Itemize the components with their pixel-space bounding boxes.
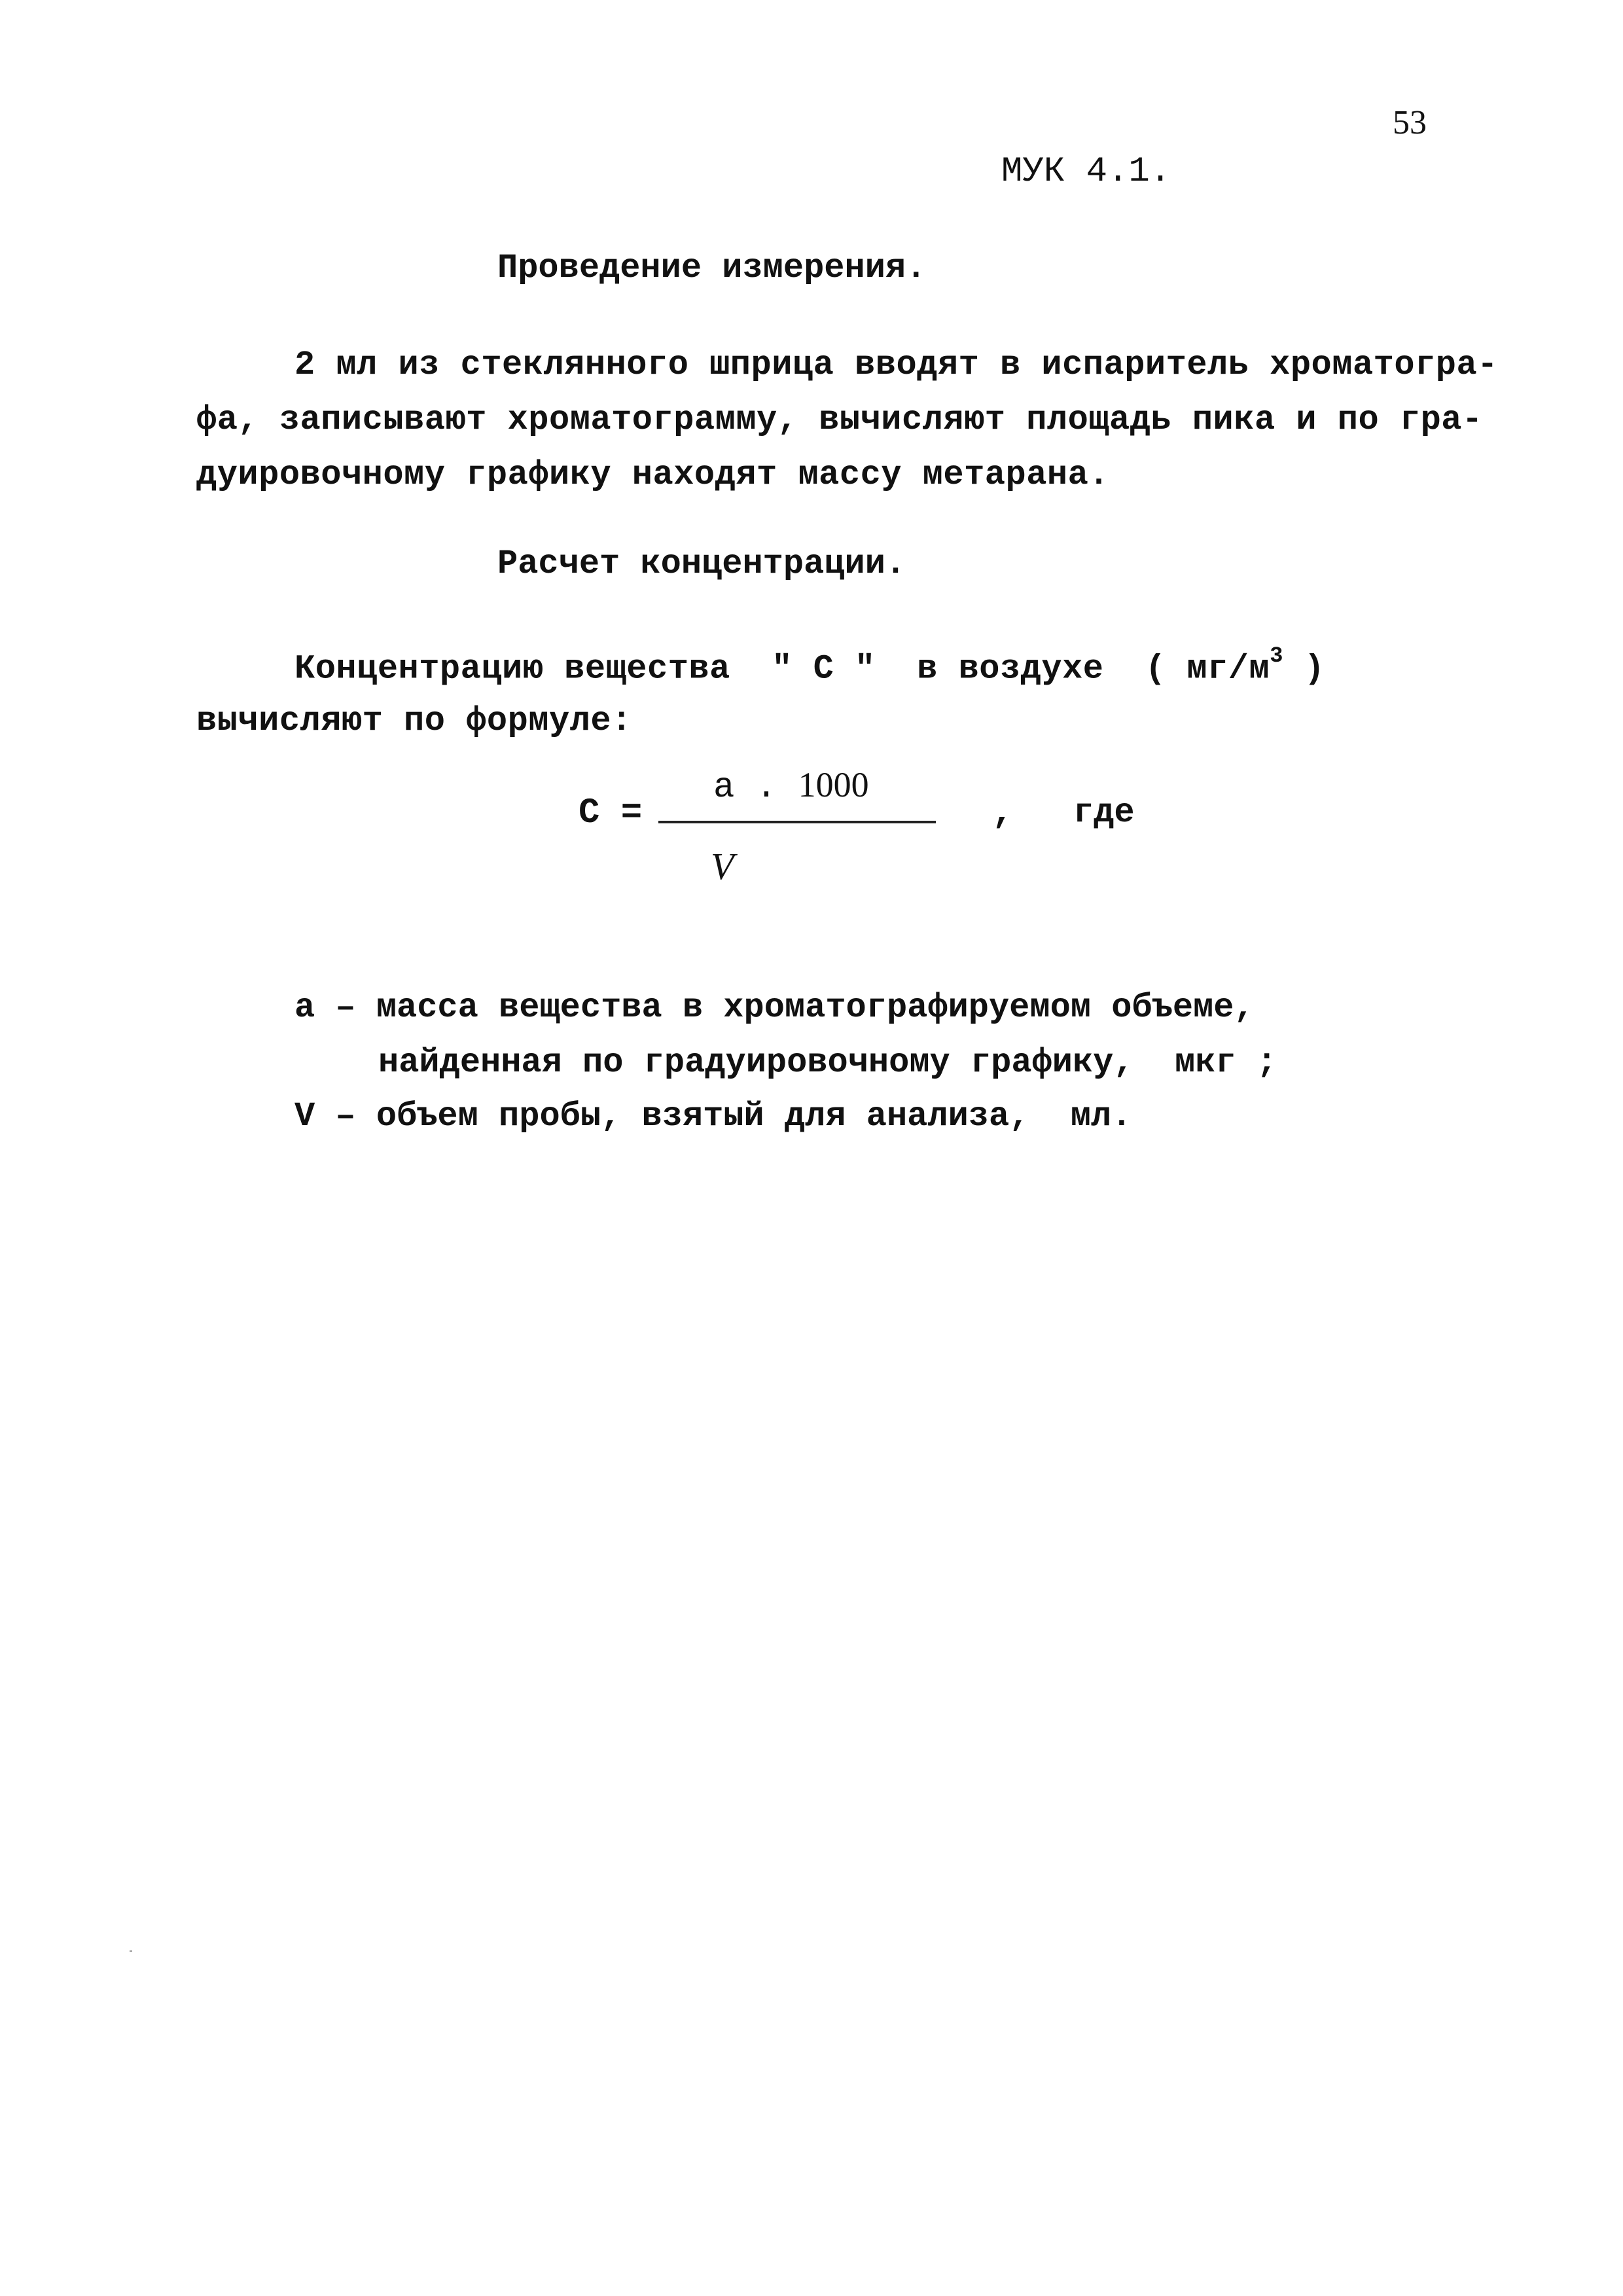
document-code: МУК 4.1.: [1001, 152, 1171, 192]
paragraph-line: 2 мл из стеклянного шприца вводят в испаритель хроматогра-: [294, 346, 1498, 384]
paragraph-line: дуировочному графику находят массу метарана.: [196, 456, 1110, 494]
numerator-variable: а: [713, 768, 735, 808]
intro-text-end: ): [1283, 649, 1325, 689]
numerator-operator: .: [734, 768, 798, 808]
formula-denominator: V: [711, 845, 734, 888]
page-number: 53: [1393, 104, 1427, 141]
formula-lhs: С =: [579, 793, 643, 833]
numerator-constant: 1000: [798, 765, 869, 804]
paragraph-line: вычисляют по формуле:: [196, 702, 632, 740]
paragraph-line: [294, 644, 1325, 689]
definition-a: а – масса вещества в хроматографируемом объеме,: [294, 988, 1255, 1027]
paragraph-line: фа, записывают хроматограмму, вычисляют площадь пика и по гра-: [196, 401, 1483, 439]
fraction-bar: [658, 821, 936, 823]
section-heading-measurement: Проведение измерения.: [497, 249, 927, 287]
scan-speck: [130, 1950, 132, 1952]
formula-comma: ,: [992, 793, 1014, 833]
intro-text: Концентрацию вещества " С " в воздухе ( мг/м: [294, 649, 1270, 689]
definition-a-continuation: найденная по градуировочному графику, мкг ;: [378, 1043, 1277, 1082]
formula-where-word: где: [1073, 793, 1135, 832]
definition-v: V – объем пробы, взятый для анализа, мл.: [294, 1097, 1132, 1136]
formula-numerator: [713, 764, 869, 808]
unit-exponent: 3: [1270, 644, 1284, 669]
section-heading-calculation: Расчет концентрации.: [497, 545, 906, 583]
